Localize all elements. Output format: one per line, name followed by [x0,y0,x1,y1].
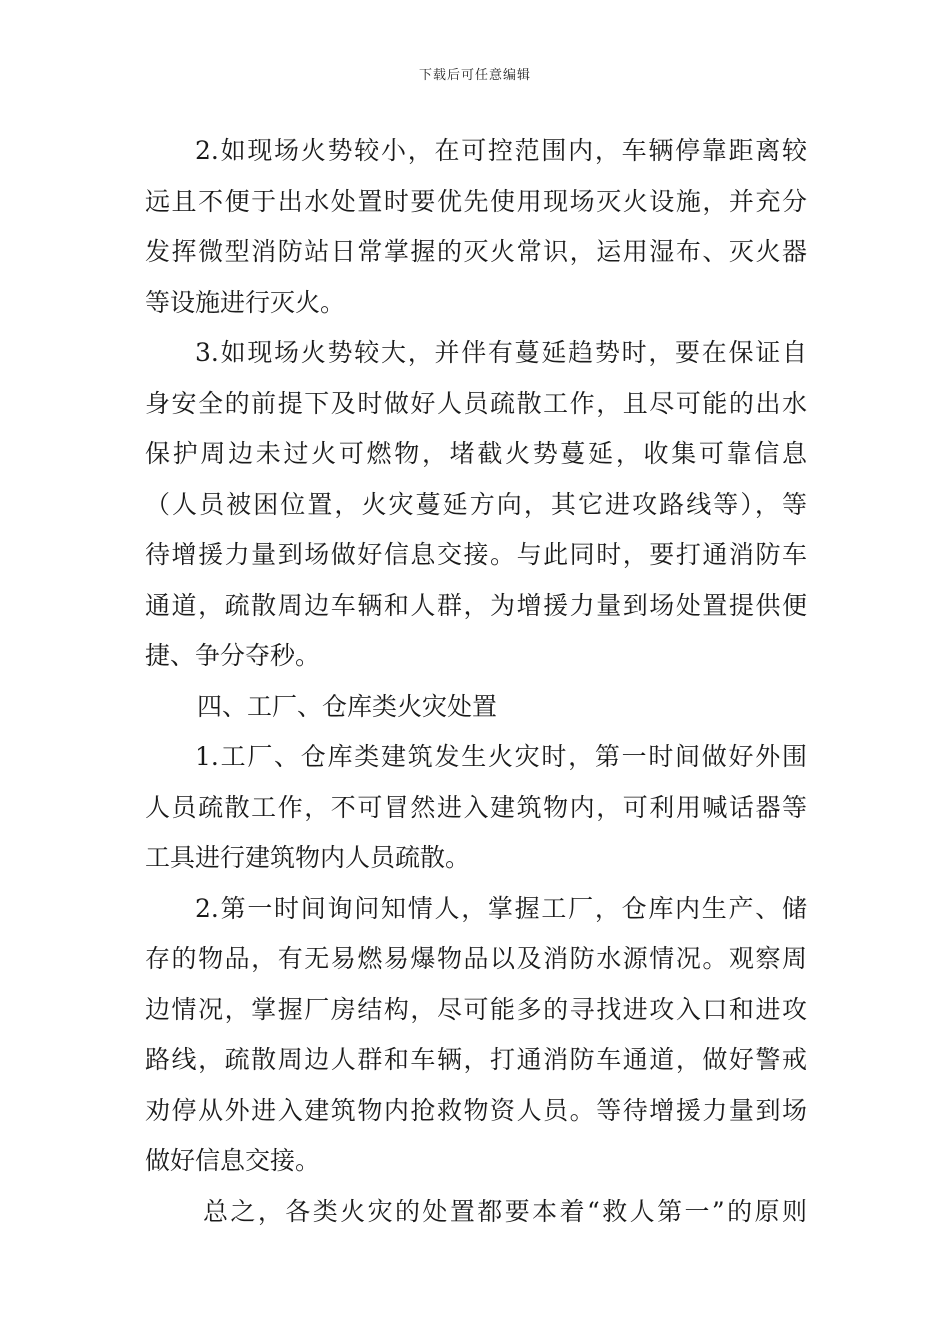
text-line: 等设施进行灭火。 [145,287,346,317]
paragraph-summary [145,1187,807,1238]
text-line: 做好信息交接。 [145,1146,321,1175]
text-line: （人员被困位置，火灾蔓延方向，其它进攻路线等），等 [145,489,807,519]
text-line: 1.工厂、仓库类建筑发生火灾时，第一时间做好外围 [195,742,807,771]
text-line: 边情况，掌握厂房结构，尽可能多的寻找进攻入口和进攻 [145,994,807,1024]
paragraph-small-fire [145,126,807,328]
text-line: 3.如现场火势较大，并伴有蔓延趋势时，要在保证自 [195,338,807,367]
text-line: 总之，各类火灾的处置都要本着“救人第一”的原则 [203,1196,807,1226]
document-body [145,126,807,1237]
text-line: 发挥微型消防站日常掌握的灭火常识，运用湿布、灭火器 [145,237,807,266]
text-line: 保护周边未过火可燃物，堵截火势蔓延，收集可靠信息 [145,439,807,468]
text-line: 待增援力量到场做好信息交接。与此同时，要打通消防车 [145,540,807,569]
text-line: 存的物品，有无易燃易爆物品以及消防水源情况。观察周 [145,944,807,973]
text-line: 工具进行建筑物内人员疏散。 [145,843,471,872]
section-heading: 四、工厂、仓库类火灾处置 [197,691,498,721]
paragraph-large-fire [145,328,807,682]
text-line: 路线，疏散周边人群和车辆，打通消防车通道，做好警戒 [145,1045,807,1074]
paragraph-factory-inquiry [145,884,807,1187]
text-line: 人员疏散工作，不可冒然进入建筑物内，可利用喊话器等 [145,792,807,822]
text-line: 身安全的前提下及时做好人员疏散工作，且尽可能的出水 [145,388,807,418]
text-line: 2.如现场火势较小，在可控范围内，车辆停靠距离较 [195,136,807,165]
text-line: 劝停从外进入建筑物内抢救物资人员。等待增援力量到场 [145,1095,807,1125]
paragraph-factory-evacuation [145,732,807,884]
page-header: 下载后可任意编辑 [418,68,531,83]
text-line: 远且不便于出水处置时要优先使用现场灭火设施，并充分 [145,186,807,216]
text-line: 捷、争分夺秒。 [145,641,321,670]
text-line: 通道，疏散周边车辆和人群，为增援力量到场处置提供便 [145,590,807,620]
text-line: 2.第一时间询问知情人，掌握工厂，仓库内生产、储 [195,893,807,923]
